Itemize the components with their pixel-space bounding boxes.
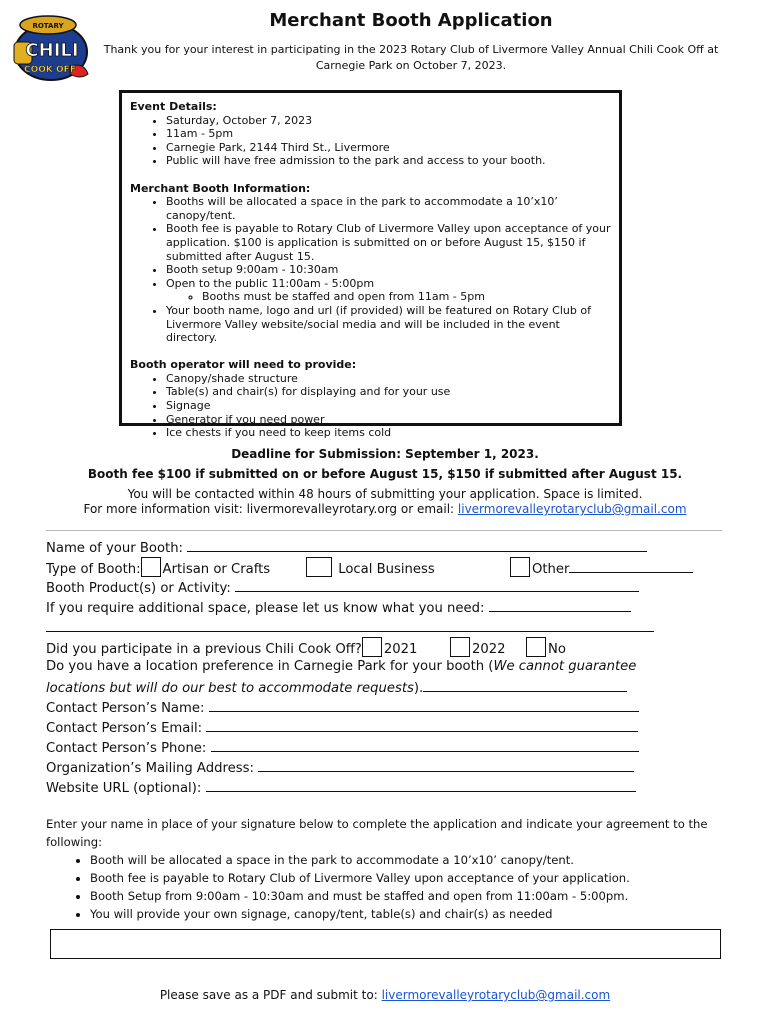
checkbox-2022[interactable]	[450, 637, 470, 657]
other-label: Other	[532, 562, 570, 577]
list-item: • 11am - 5pm	[166, 127, 611, 141]
agreement-intro: Enter your name in place of your signature below to complete the application and indicate your agreement to the following:	[46, 817, 708, 849]
location-label-end: ).	[413, 681, 424, 696]
mailing-address-field[interactable]	[258, 757, 634, 772]
agreement-section	[46, 815, 736, 923]
info-email-link[interactable]: livermorevalleyrotaryclub@gmail.com	[457, 502, 687, 516]
artisan-checkbox[interactable]	[141, 557, 161, 577]
additional-space-field-continued[interactable]	[46, 617, 654, 632]
list-item: • You will provide your own signage, canopy/tent, table(s) and chair(s) as needed	[90, 905, 736, 923]
participate-label: Did you participate in a previous Chili Cook Off?	[46, 642, 362, 657]
list-item: • Booth fee is payable to Rotary Club of Livermore Valley upon acceptance of your application.	[90, 869, 736, 887]
list-item: • Booths will be allocated a space in the park to accommodate a 10’x10’ canopy/tent.	[166, 195, 611, 222]
products-field[interactable]	[235, 577, 639, 592]
list-item: • Signage	[166, 399, 611, 413]
operator-section	[130, 358, 611, 440]
local-business-label: Local Business	[338, 562, 435, 577]
application-form	[46, 537, 726, 797]
checkbox-no[interactable]	[526, 637, 546, 657]
list-item: • Saturday, October 7, 2023	[166, 114, 611, 128]
deadline-line: Deadline for Submission: September 1, 2023.	[231, 447, 539, 461]
list-item: • Canopy/shade structure	[166, 372, 611, 386]
footer-text: Please save as a PDF and submit to:	[159, 988, 382, 1002]
divider	[46, 530, 722, 531]
merchant-info-heading: Merchant Booth Information:	[130, 181, 311, 195]
sub-list-item: ◦ Booths must be staffed and open from 11am - 5pm	[202, 290, 611, 304]
fee-line: Booth fee $100 if submitted on or before August 15, $150 if submitted after August 15.	[87, 467, 683, 481]
additional-space-label: If you require additional space, please let us know what you need:	[46, 601, 489, 616]
checkbox-2021[interactable]	[362, 637, 382, 657]
booth-name-label: Name of your Booth:	[46, 541, 188, 556]
info-box	[119, 90, 622, 440]
additional-space-field[interactable]	[489, 597, 631, 612]
more-info	[0, 502, 770, 516]
booth-type-label: Type of Booth:	[46, 562, 141, 577]
event-details-section	[130, 100, 611, 168]
contact-notice: You will be contacted within 48 hours of submitting your application. Space is limited.	[127, 487, 643, 501]
list-item: • Booth fee is payable to Rotary Club of Livermore Valley upon acceptance of your application. $100 is application is submitted on or before August 15, $150 if submitted after August 15.	[166, 222, 611, 263]
label-2022: 2022	[472, 642, 506, 657]
contact-name-field[interactable]	[209, 697, 639, 712]
list-item: • Your booth name, logo and url (if provided) will be featured on Rotary Club of Livermore Valley website/social media and will be included in the event directory.	[166, 304, 611, 345]
list-item: • Booth Setup from 9:00am - 10:30am and must be staffed and open from 11:00am - 5:00pm.	[90, 887, 736, 905]
contact-phone-field[interactable]	[211, 737, 639, 752]
location-label: Do you have a location preference in Carnegie Park for your booth (	[46, 659, 494, 674]
artisan-label: Artisan or Crafts	[162, 562, 271, 577]
submit-email-link[interactable]: livermorevalleyrotaryclub@gmail.com	[381, 988, 611, 1002]
website-label: Website URL (optional):	[46, 781, 206, 796]
mailing-address-label: Organization’s Mailing Address:	[46, 761, 259, 776]
logo-top-text: ROTARY	[32, 22, 64, 30]
location-note-continued: locations but will do our best to accommodate requests	[46, 681, 414, 696]
list-item: • Generator if you need power	[166, 413, 611, 427]
label-no: No	[548, 642, 566, 657]
more-info-text: For more information visit: livermorevalleyrotary.org or email:	[83, 502, 458, 516]
website-field[interactable]	[206, 777, 636, 792]
location-note: We cannot guarantee	[493, 659, 637, 674]
other-checkbox[interactable]	[510, 557, 530, 577]
other-field[interactable]	[569, 558, 693, 573]
list-item: • Ice chests if you need to keep items cold	[166, 426, 611, 440]
location-field[interactable]	[423, 677, 627, 692]
list-item: • Booth setup 9:00am - 10:30am	[166, 263, 611, 277]
contact-email-field[interactable]	[206, 717, 638, 732]
logo-main-text: CHILI	[25, 40, 79, 61]
booth-name-field[interactable]	[187, 537, 647, 552]
signature-field[interactable]	[50, 929, 721, 959]
logo-bottom-text: COOK OFF	[24, 65, 76, 75]
list-item: Open to the public 11:00am - 5:00pm	[166, 276, 375, 290]
footer	[0, 988, 770, 1002]
products-label: Booth Product(s) or Activity:	[46, 581, 236, 596]
contact-phone-label: Contact Person’s Phone:	[46, 741, 211, 756]
list-item: • Table(s) and chair(s) for displaying and for your use	[166, 385, 611, 399]
page-title: Merchant Booth Application	[269, 10, 553, 31]
list-item: • Booth will be allocated a space in the park to accommodate a 10’x10’ canopy/tent.	[90, 851, 736, 869]
operator-heading: Booth operator will need to provide:	[130, 358, 357, 372]
merchant-info-section	[130, 182, 611, 345]
label-2021: 2021	[383, 642, 418, 657]
deadline-section	[0, 444, 770, 504]
intro-text: Thank you for your interest in participating in the 2023 Rotary Club of Livermore Valley Annual Chili Cook Off at Carnegie Park on October 7, 2023.	[103, 43, 719, 72]
contact-email-label: Contact Person’s Email:	[46, 721, 207, 736]
event-details-heading: Event Details:	[130, 100, 217, 113]
local-business-checkbox[interactable]	[306, 557, 332, 577]
contact-name-label: Contact Person’s Name:	[46, 701, 209, 716]
list-item: • Public will have free admission to the park and access to your booth.	[166, 154, 611, 168]
list-item: • Carnegie Park, 2144 Third St., Livermore	[166, 141, 611, 155]
